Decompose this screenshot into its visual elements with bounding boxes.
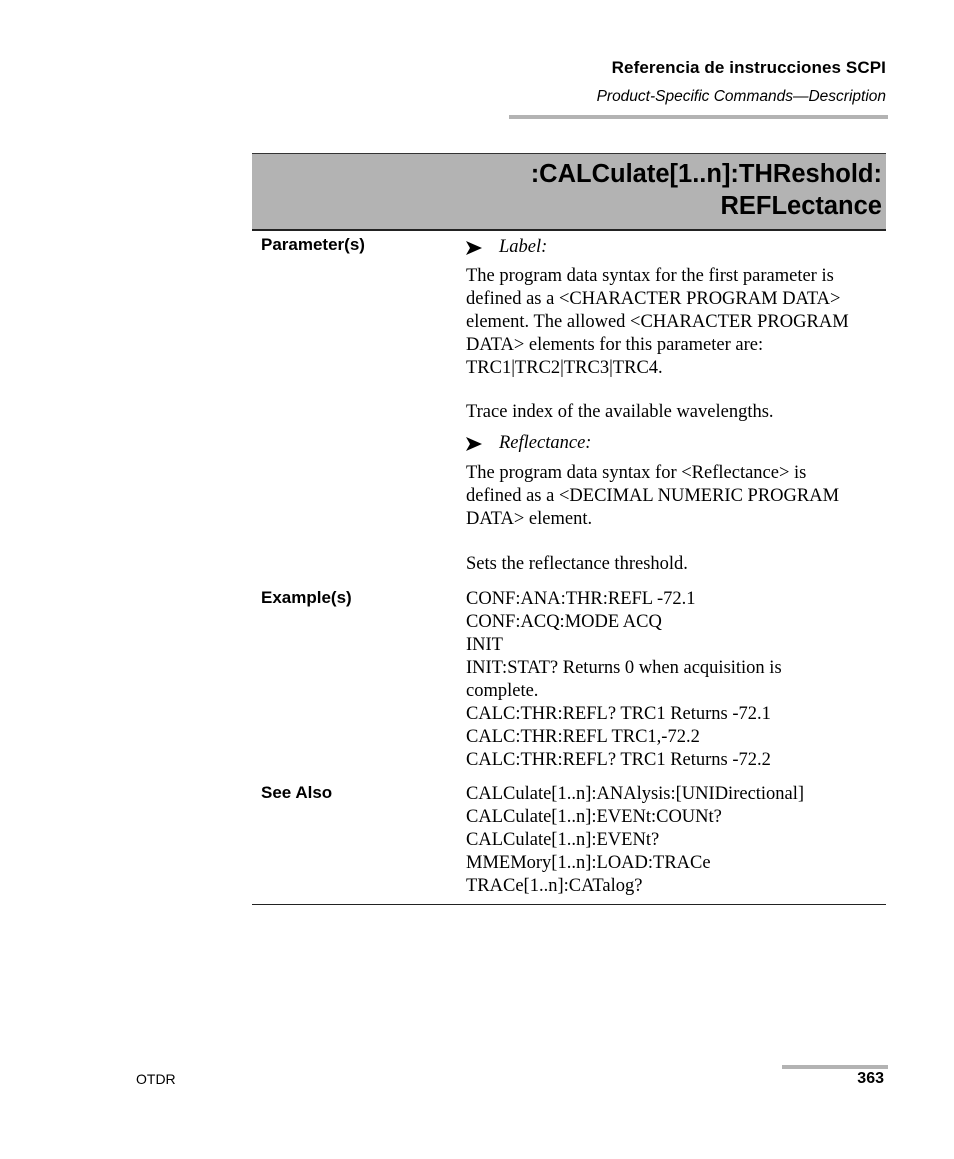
footer-rule bbox=[782, 1065, 888, 1069]
example-line: complete. bbox=[466, 681, 539, 701]
parameter-bullet bbox=[466, 432, 886, 455]
description-line: The program data syntax for <Reflectance> is bbox=[466, 463, 807, 483]
command-title-band bbox=[252, 153, 886, 231]
example-line: CONF:ACQ:MODE ACQ bbox=[466, 612, 662, 632]
description-line: The program data syntax for the first parameter is bbox=[466, 266, 834, 286]
example-line: CALC:THR:REFL? TRC1 Returns -72.1 bbox=[466, 704, 771, 724]
example-line: CONF:ANA:THR:REFL -72.1 bbox=[466, 589, 696, 609]
command-title bbox=[531, 158, 882, 222]
table-bottom-rule bbox=[252, 904, 886, 905]
description-line: defined as a <CHARACTER PROGRAM DATA> bbox=[466, 289, 841, 309]
see-also-link[interactable]: CALCulate[1..n]:EVENt:COUNt? bbox=[466, 807, 722, 827]
see-also-link[interactable]: MMEMory[1..n]:LOAD:TRACe bbox=[466, 853, 711, 873]
footer-product: OTDR bbox=[136, 1071, 176, 1087]
example-line: INIT bbox=[466, 635, 503, 655]
see-also-link[interactable]: CALCulate[1..n]:ANAlysis:[UNIDirectional] bbox=[466, 784, 805, 804]
arrowhead-bullet-icon bbox=[466, 437, 482, 451]
running-header-title: Referencia de instrucciones SCPI bbox=[611, 58, 886, 77]
running-header-subtitle: Product-Specific Commands—Description bbox=[596, 88, 886, 105]
parameter-name: Label: bbox=[499, 237, 548, 257]
command-title-line-1: :CALCulate[1..n]:THReshold: bbox=[530, 160, 882, 188]
examples-label: Example(s) bbox=[261, 588, 352, 607]
parameter-description bbox=[466, 265, 886, 380]
description-line: TRC1|TRC2|TRC3|TRC4. bbox=[466, 358, 663, 378]
description-line: element. The allowed <CHARACTER PROGRAM bbox=[466, 312, 849, 332]
examples-block bbox=[466, 588, 886, 772]
page-number: 363 bbox=[857, 1070, 884, 1087]
see-also-block bbox=[466, 783, 886, 898]
description-line: defined as a <DECIMAL NUMERIC PROGRAM bbox=[466, 486, 840, 506]
see-also-link[interactable]: TRACe[1..n]:CATalog? bbox=[466, 876, 643, 896]
parameter-item-reflectance bbox=[466, 432, 886, 455]
description-line: DATA> element. bbox=[466, 509, 593, 529]
parameter-item-label bbox=[466, 236, 886, 259]
parameter-bullet bbox=[466, 236, 886, 259]
arrowhead-bullet-icon bbox=[466, 241, 482, 255]
parameters-label: Parameter(s) bbox=[261, 235, 365, 254]
example-line: CALC:THR:REFL TRC1,-72.2 bbox=[466, 727, 700, 747]
parameter-note: Sets the reflectance threshold. bbox=[466, 554, 688, 574]
command-title-line-2: REFLectance bbox=[720, 192, 882, 220]
see-also-label: See Also bbox=[261, 783, 333, 802]
header-rule bbox=[509, 115, 888, 119]
example-line: INIT:STAT? Returns 0 when acquisition is bbox=[466, 658, 782, 678]
example-line: CALC:THR:REFL? TRC1 Returns -72.2 bbox=[466, 750, 771, 770]
see-also-link[interactable]: CALCulate[1..n]:EVENt? bbox=[466, 830, 660, 850]
parameter-description bbox=[466, 462, 886, 531]
parameter-note: Trace index of the available wavelengths. bbox=[466, 402, 774, 422]
parameter-name: Reflectance: bbox=[499, 433, 592, 453]
description-line: DATA> elements for this parameter are: bbox=[466, 335, 764, 355]
